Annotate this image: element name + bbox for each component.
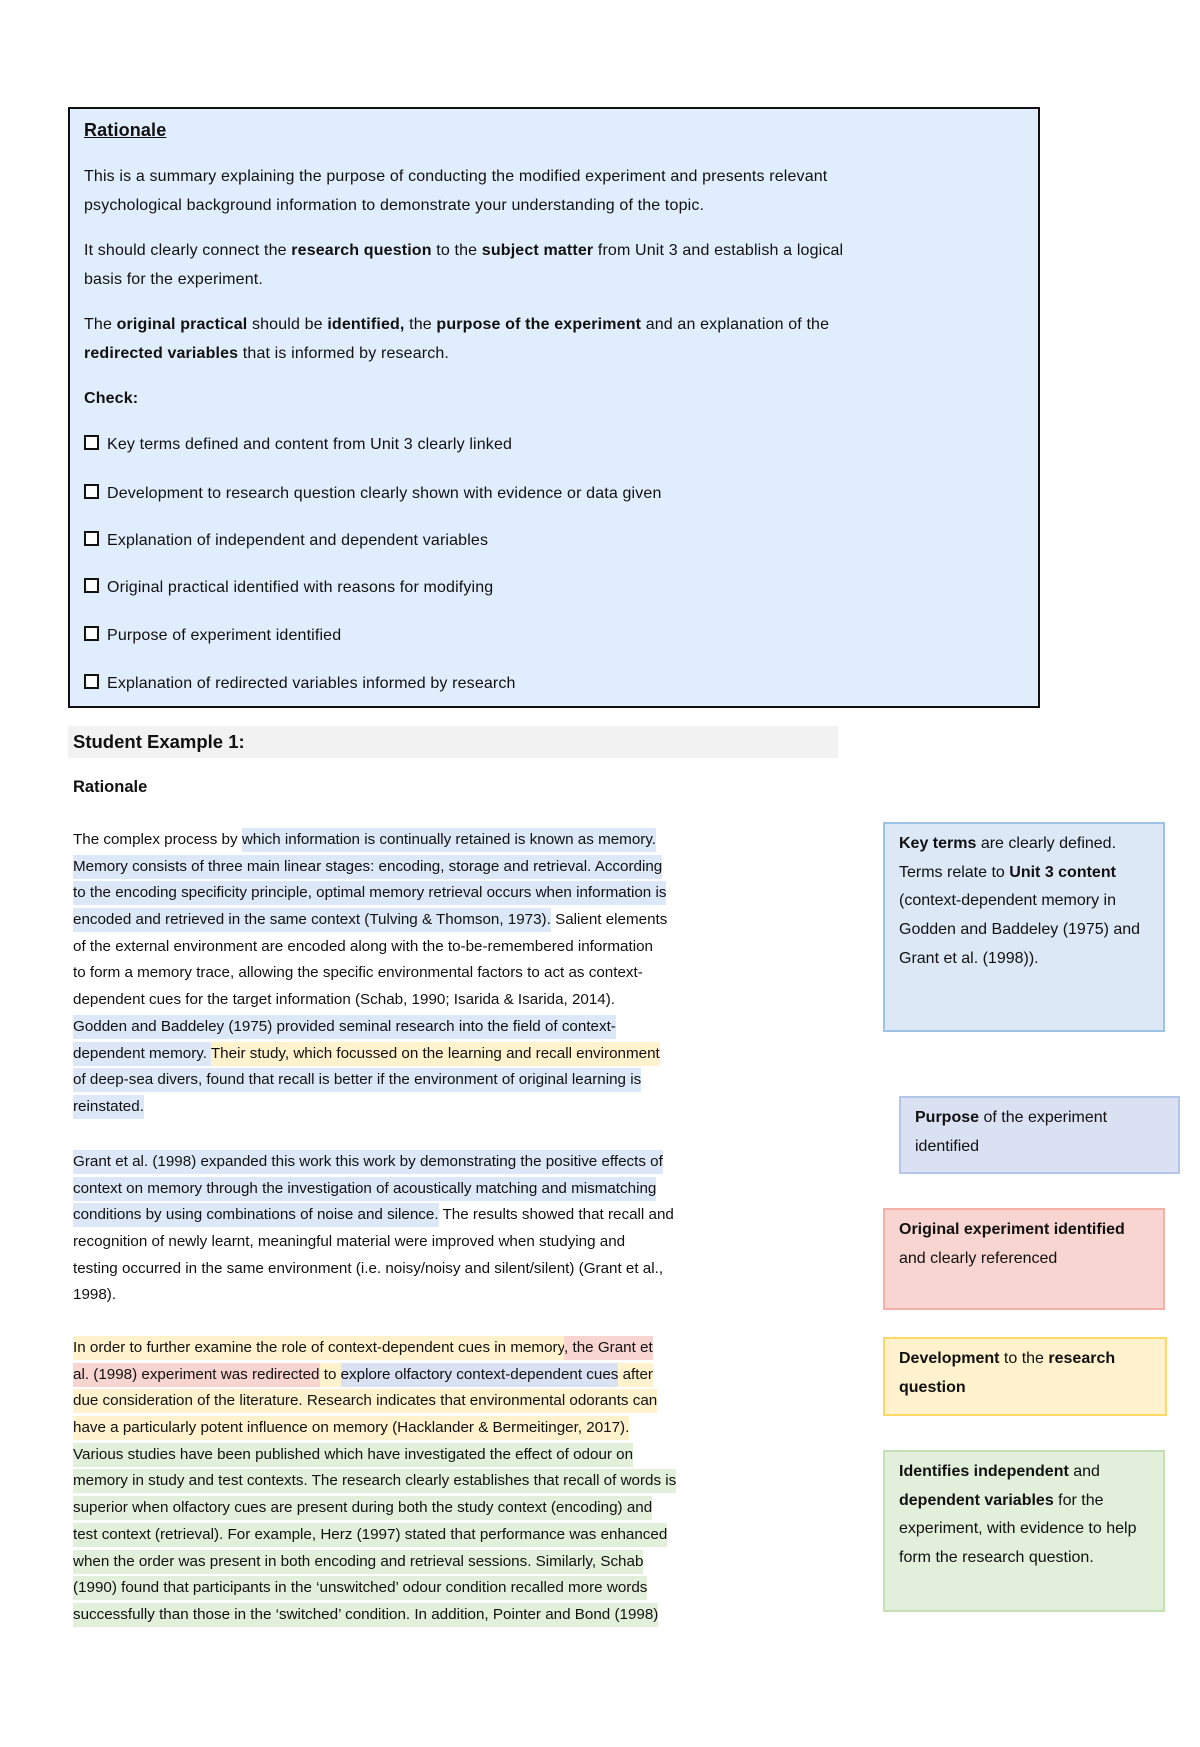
guide-text-segment: identified,	[327, 316, 405, 333]
text-line	[73, 1522, 676, 1549]
highlight-red: , the Grant et	[564, 1336, 653, 1360]
guide-text-segment: The	[84, 316, 117, 333]
checkbox-icon[interactable]	[84, 435, 99, 450]
highlight-green: successfully than those in the ‘switched’ condition. In addition, Pointer and Bond (1998)	[73, 1603, 658, 1627]
text-line	[73, 1549, 676, 1576]
guide-line	[84, 344, 449, 364]
highlight-green: Various studies have been published which have investigated the effect of odour on	[73, 1443, 633, 1467]
annotation-variables	[883, 1450, 1165, 1612]
checklist-item	[84, 484, 662, 504]
text-line	[73, 1176, 674, 1203]
highlight-green: For example, Herz (1997) stated that performance was enhanced	[223, 1523, 667, 1547]
checkbox-icon[interactable]	[84, 626, 99, 641]
text-line	[73, 1602, 676, 1629]
student-example-subtitle: Rationale	[73, 778, 148, 796]
note-bold: research question	[899, 1350, 1116, 1396]
text-segment: recognition of newly learnt, meaningful material were improved when studying and	[73, 1233, 626, 1251]
checklist-label: Purpose of experiment identified	[107, 627, 342, 644]
text-line	[73, 1149, 674, 1176]
guide-text-segment: subject matter	[481, 242, 594, 259]
highlight-yellow: to	[320, 1363, 341, 1387]
highlight-blue: which information is continually retained is known as memory.	[242, 828, 656, 852]
text-line	[73, 1495, 676, 1522]
note-text: (context-dependent memory in Godden and Baddeley (1975) and Grant et al. (1998)).	[899, 892, 1141, 967]
guide-text-segment: from Unit 3 and establish a logical	[593, 242, 844, 259]
guide-text-segment: and an explanation of the	[641, 316, 830, 333]
annotation-development	[883, 1337, 1167, 1416]
text-line	[73, 1067, 667, 1094]
checklist-item	[84, 435, 512, 455]
text-line	[73, 907, 667, 934]
text-line	[73, 987, 667, 1014]
highlight-blue: Godden and Baddeley (1975) provided seminal research into the field of context-	[73, 1015, 616, 1039]
highlight-blue: encoded and retrieved in the same context (Tulving & Thomson, 1973).	[73, 908, 551, 932]
note-text: are clearly defined. Terms relate to	[899, 835, 1117, 881]
text-line	[73, 1282, 674, 1309]
guide-text-segment: It should clearly connect the	[84, 242, 292, 259]
text-segment: The results showed that recall and	[438, 1206, 674, 1224]
note-bold: dependent variables	[899, 1491, 1054, 1509]
guide-text-segment: should be	[247, 316, 328, 333]
text-segment: of the external environment are encoded along with the to-be-remembered information	[73, 937, 653, 955]
highlight-yellow: Their study, which focussed on the learning and recall environment	[211, 1042, 660, 1066]
annotation-original-experiment	[883, 1208, 1165, 1310]
highlight-blue: Memory consists of three main linear stages: encoding, storage and retrieval. According	[73, 855, 662, 879]
paragraph	[73, 1149, 674, 1309]
guide-text-segment: purpose of the experiment	[436, 316, 642, 333]
text-line	[73, 1575, 676, 1602]
text-segment: to form a memory trace, allowing the specific environmental factors to act as context-	[73, 964, 643, 982]
text-line	[73, 1014, 667, 1041]
note-bold: Identifies independent	[899, 1463, 1069, 1480]
guide-line	[84, 241, 843, 261]
text-segment: The complex process by	[73, 831, 242, 848]
highlight-red: al. (1998) experiment was redirected	[73, 1363, 320, 1387]
highlight-blue: dependent memory.	[73, 1042, 211, 1066]
note-text: and	[1068, 1463, 1100, 1480]
note-bold: Original experiment identified	[899, 1221, 1125, 1238]
checkbox-icon[interactable]	[84, 674, 99, 689]
highlight-yellow: In order to further examine the role of context-dependent cues in memory	[73, 1336, 564, 1360]
guide-line	[84, 167, 827, 187]
checklist-label: Explanation of redirected variables informed by research	[107, 675, 516, 692]
text-line	[73, 934, 667, 961]
text-line	[73, 1256, 674, 1283]
highlight-blue: reinstated.	[73, 1095, 144, 1119]
highlight-yellow: due consideration of the literature. Research indicates that environmental odorants can	[73, 1389, 657, 1413]
note-text: and clearly referenced	[899, 1249, 1058, 1267]
checklist-label: Key terms defined and content from Unit 3 clearly linked	[107, 436, 513, 453]
highlight-yellow: have a particularly potent influence on memory (Hacklander & Bermeitinger, 2017).	[73, 1416, 629, 1440]
checklist-label: Original practical identified with reasons for modifying	[107, 579, 494, 596]
note-text: for the experiment, with evidence to help form the research question.	[899, 1491, 1137, 1567]
checklist-label: Explanation of independent and dependent variables	[107, 532, 489, 549]
highlight-yellow: after	[618, 1363, 653, 1387]
guide-text-segment: Check:	[84, 390, 139, 407]
highlight-green: test context (retrieval).	[73, 1523, 223, 1547]
note-text: of the experiment identified	[915, 1109, 1108, 1155]
checkbox-icon[interactable]	[84, 531, 99, 546]
checkbox-icon[interactable]	[84, 578, 99, 593]
text-line	[73, 1415, 676, 1442]
text-segment: Salient elements	[550, 911, 668, 929]
highlight-blue: of deep-sea divers, found that recall is better if the environment of original learning is	[73, 1068, 641, 1092]
guide-line	[84, 389, 138, 409]
guide-text-segment: This is a summary explaining the purpose of conducting the modified experiment and presents relevant	[84, 168, 828, 185]
annotation-purpose	[899, 1096, 1180, 1174]
guide-text-segment: psychological background information to demonstrate your understanding of the topic.	[84, 197, 705, 214]
text-segment: 1998).	[73, 1286, 117, 1304]
highlight-green: (1990) found that participants in the ‘unswitched’ odour condition recalled more words	[73, 1576, 647, 1600]
highlight-blue: Grant et al. (1998) expanded this work this work by demonstrating the positive effects of	[73, 1150, 663, 1174]
student-example-title: Student Example 1:	[68, 726, 838, 758]
note-bold: Purpose	[915, 1109, 980, 1126]
guide-text-segment: original practical	[116, 316, 248, 333]
text-line	[73, 1468, 676, 1495]
note-text: to the	[999, 1350, 1049, 1367]
guide-heading: Rationale	[84, 120, 167, 140]
text-line	[73, 1229, 674, 1256]
note-bold: Development	[899, 1350, 1000, 1367]
guide-text-segment: that is informed by research.	[238, 345, 450, 362]
checklist-item	[84, 626, 341, 646]
checkbox-icon[interactable]	[84, 484, 99, 499]
guide-text-segment: to the	[431, 242, 482, 259]
guide-text-segment: research question	[291, 242, 432, 259]
text-line	[73, 1362, 676, 1389]
highlight-green: when the order was present in both encoding and retrieval sessions. Similarly, Schab	[73, 1550, 643, 1574]
guide-line	[84, 315, 829, 335]
guide-line	[84, 270, 263, 290]
note-bold: Unit 3 content	[1009, 863, 1116, 881]
checklist-item	[84, 531, 488, 551]
text-segment: testing occurred in the same environment (i.e. noisy/noisy and silent/silent) (Grant et al.,	[73, 1259, 664, 1277]
paragraph	[73, 827, 667, 1121]
text-segment: dependent cues for the target information (Schab, 1990; Isarida & Isarida, 2014).	[73, 991, 616, 1009]
highlight-purple: explore olfactory context-dependent cues	[341, 1363, 619, 1387]
text-line	[73, 1442, 676, 1469]
guide-text-segment: redirected variables	[84, 345, 239, 362]
highlight-green: superior when olfactory cues are present during both the study context (encoding) and	[73, 1496, 652, 1520]
paragraph	[73, 1335, 676, 1629]
checklist-item	[84, 674, 516, 694]
guide-text-segment: basis for the experiment.	[84, 271, 263, 288]
highlight-blue: to the encoding specificity principle, optimal memory retrieval occurs when information is	[73, 881, 666, 905]
text-line	[73, 1202, 674, 1229]
highlight-blue: context on memory through the investigation of acoustically matching and mismatching	[73, 1177, 656, 1201]
text-line	[73, 827, 667, 854]
note-bold: Key terms	[899, 835, 977, 852]
highlight-green: memory in study and test contexts. The research clearly establishes that recall of words is	[73, 1469, 676, 1493]
text-line	[73, 1041, 667, 1068]
text-line	[73, 1388, 676, 1415]
annotation-key-terms	[883, 822, 1165, 1032]
text-line	[73, 960, 667, 987]
text-line	[73, 880, 667, 907]
highlight-blue: conditions by using combinations of noise and silence.	[73, 1203, 439, 1227]
checklist-item	[84, 578, 493, 598]
guide-text-segment: the	[404, 316, 437, 333]
checklist-label: Development to research question clearly shown with evidence or data given	[107, 485, 662, 502]
text-line	[73, 854, 667, 881]
guide-line	[84, 196, 704, 216]
text-line	[73, 1094, 667, 1121]
text-line	[73, 1335, 676, 1362]
